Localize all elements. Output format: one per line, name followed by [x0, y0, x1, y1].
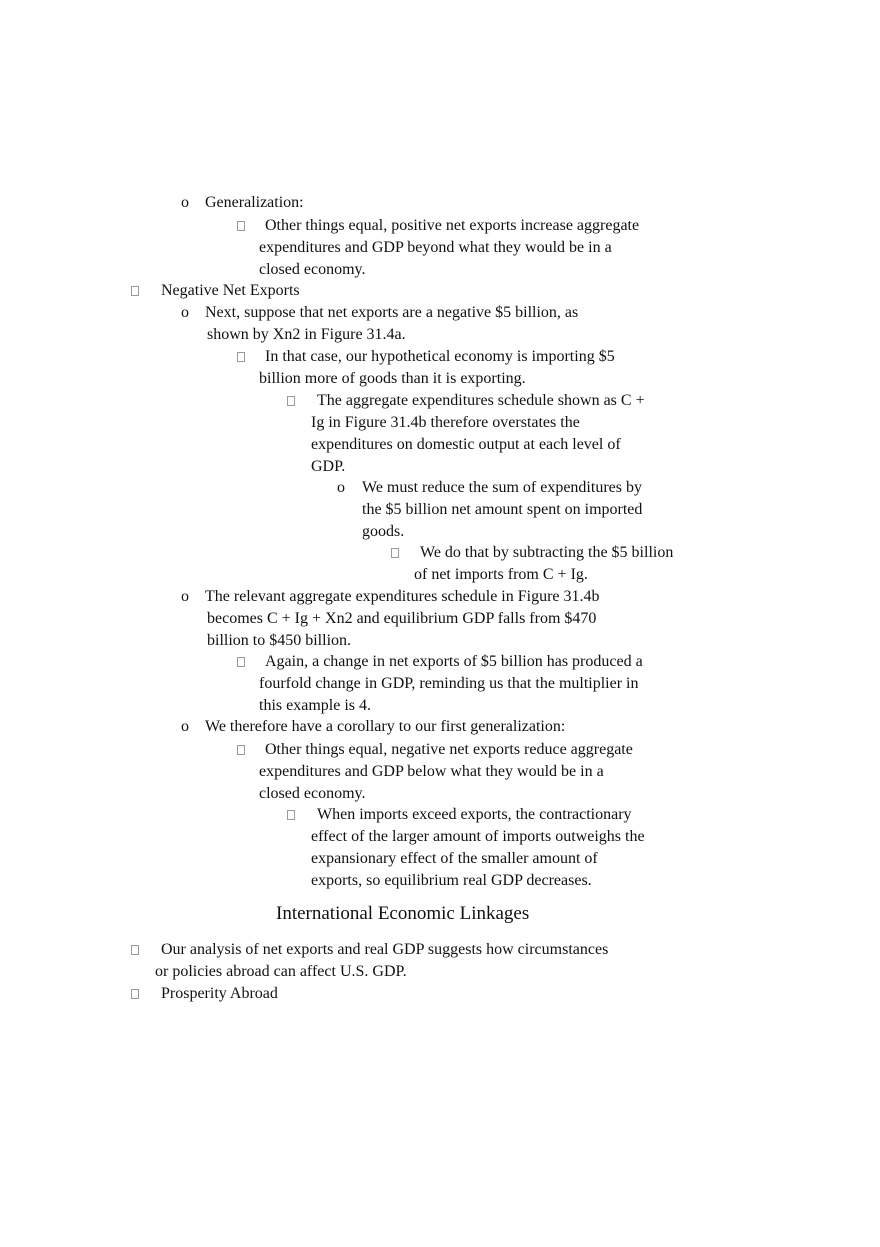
- list-item: [259, 346, 615, 390]
- item-text-line: When imports exceed exports, the contractionary: [317, 806, 632, 823]
- circle-bullet: o: [337, 479, 345, 496]
- item-text-line: Other things equal, negative net exports reduce aggregate: [265, 741, 633, 758]
- item-text-line: We must reduce the sum of expenditures by: [362, 479, 642, 496]
- item-text-line: Our analysis of net exports and real GDP suggests how circumstances: [161, 941, 609, 958]
- list-item: [161, 983, 278, 1005]
- item-text-line: GDP.: [311, 458, 346, 475]
- item-text-line: exports, so equilibrium real GDP decreases.: [311, 872, 592, 889]
- list-item: [161, 280, 300, 302]
- item-text-line: billion more of goods than it is exporting.: [259, 370, 526, 387]
- item-text-line: billion to $450 billion.: [207, 632, 352, 649]
- item-text-line: Other things equal, positive net exports increase aggregate: [265, 217, 640, 234]
- list-item: [259, 215, 639, 281]
- box-bullet-icon: [237, 739, 245, 762]
- box-bullet-icon: [131, 939, 139, 962]
- item-text-line: expenditures on domestic output at each level of: [311, 436, 621, 453]
- item-text-line: The relevant aggregate expenditures schedule in Figure 31.4b: [205, 588, 600, 605]
- box-bullet-icon: [237, 346, 245, 369]
- box-bullet-icon: [287, 390, 295, 413]
- item-text-line: Prosperity Abroad: [161, 985, 278, 1002]
- item-text-line: of net imports from C + Ig.: [414, 566, 588, 583]
- list-item: [181, 586, 600, 652]
- list-item: [337, 477, 643, 543]
- circle-bullet: o: [181, 718, 189, 735]
- circle-bullet: o: [181, 194, 189, 211]
- circle-bullet: o: [181, 304, 189, 321]
- item-text-line: effect of the larger amount of imports outweighs the: [311, 828, 645, 845]
- item-text-line: fourfold change in GDP, reminding us that the multiplier in: [259, 675, 639, 692]
- list-item: [259, 739, 633, 805]
- item-text-line: Next, suppose that net exports are a negative $5 billion, as: [205, 304, 579, 321]
- item-text-line: In that case, our hypothetical economy is importing $5: [265, 348, 615, 365]
- item-text-line: or policies abroad can affect U.S. GDP.: [155, 963, 407, 980]
- list-item: [181, 302, 579, 346]
- list-item: [259, 651, 643, 717]
- circle-bullet: o: [181, 588, 189, 605]
- item-text-line: Generalization:: [205, 194, 304, 211]
- box-bullet-icon: [287, 804, 295, 827]
- item-text-line: expenditures and GDP below what they would be in a: [259, 763, 604, 780]
- item-text-line: shown by Xn2 in Figure 31.4a.: [207, 326, 406, 343]
- item-text-line: Again, a change in net exports of $5 billion has produced a: [265, 653, 643, 670]
- box-bullet-icon: [237, 215, 245, 238]
- item-text-line: We therefore have a corollary to our first generalization:: [205, 718, 566, 735]
- box-bullet-icon: [391, 542, 399, 565]
- list-item: [414, 542, 673, 586]
- item-text-line: Negative Net Exports: [161, 282, 300, 299]
- list-item: [181, 192, 304, 214]
- item-text-line: becomes C + Ig + Xn2 and equilibrium GDP falls from $470: [207, 610, 597, 627]
- list-item: [311, 804, 645, 892]
- box-bullet-icon: [131, 280, 139, 303]
- item-text-line: the $5 billion net amount spent on imported: [362, 501, 643, 518]
- list-item: [181, 716, 566, 738]
- item-text-line: closed economy.: [259, 261, 366, 278]
- section-heading: International Economic Linkages: [276, 903, 530, 924]
- item-text-line: this example is 4.: [259, 697, 371, 714]
- box-bullet-icon: [131, 983, 139, 1006]
- list-item: [155, 939, 608, 983]
- box-bullet-icon: [237, 651, 245, 674]
- item-text-line: expenditures and GDP beyond what they would be in a: [259, 239, 612, 256]
- item-text-line: The aggregate expenditures schedule shown as C +: [317, 392, 645, 409]
- item-text-line: Ig in Figure 31.4b therefore overstates the: [311, 414, 580, 431]
- item-text-line: closed economy.: [259, 785, 366, 802]
- item-text-line: goods.: [362, 523, 405, 540]
- item-text-line: expansionary effect of the smaller amount of: [311, 850, 598, 867]
- list-item: [311, 390, 645, 478]
- item-text-line: We do that by subtracting the $5 billion: [420, 544, 674, 561]
